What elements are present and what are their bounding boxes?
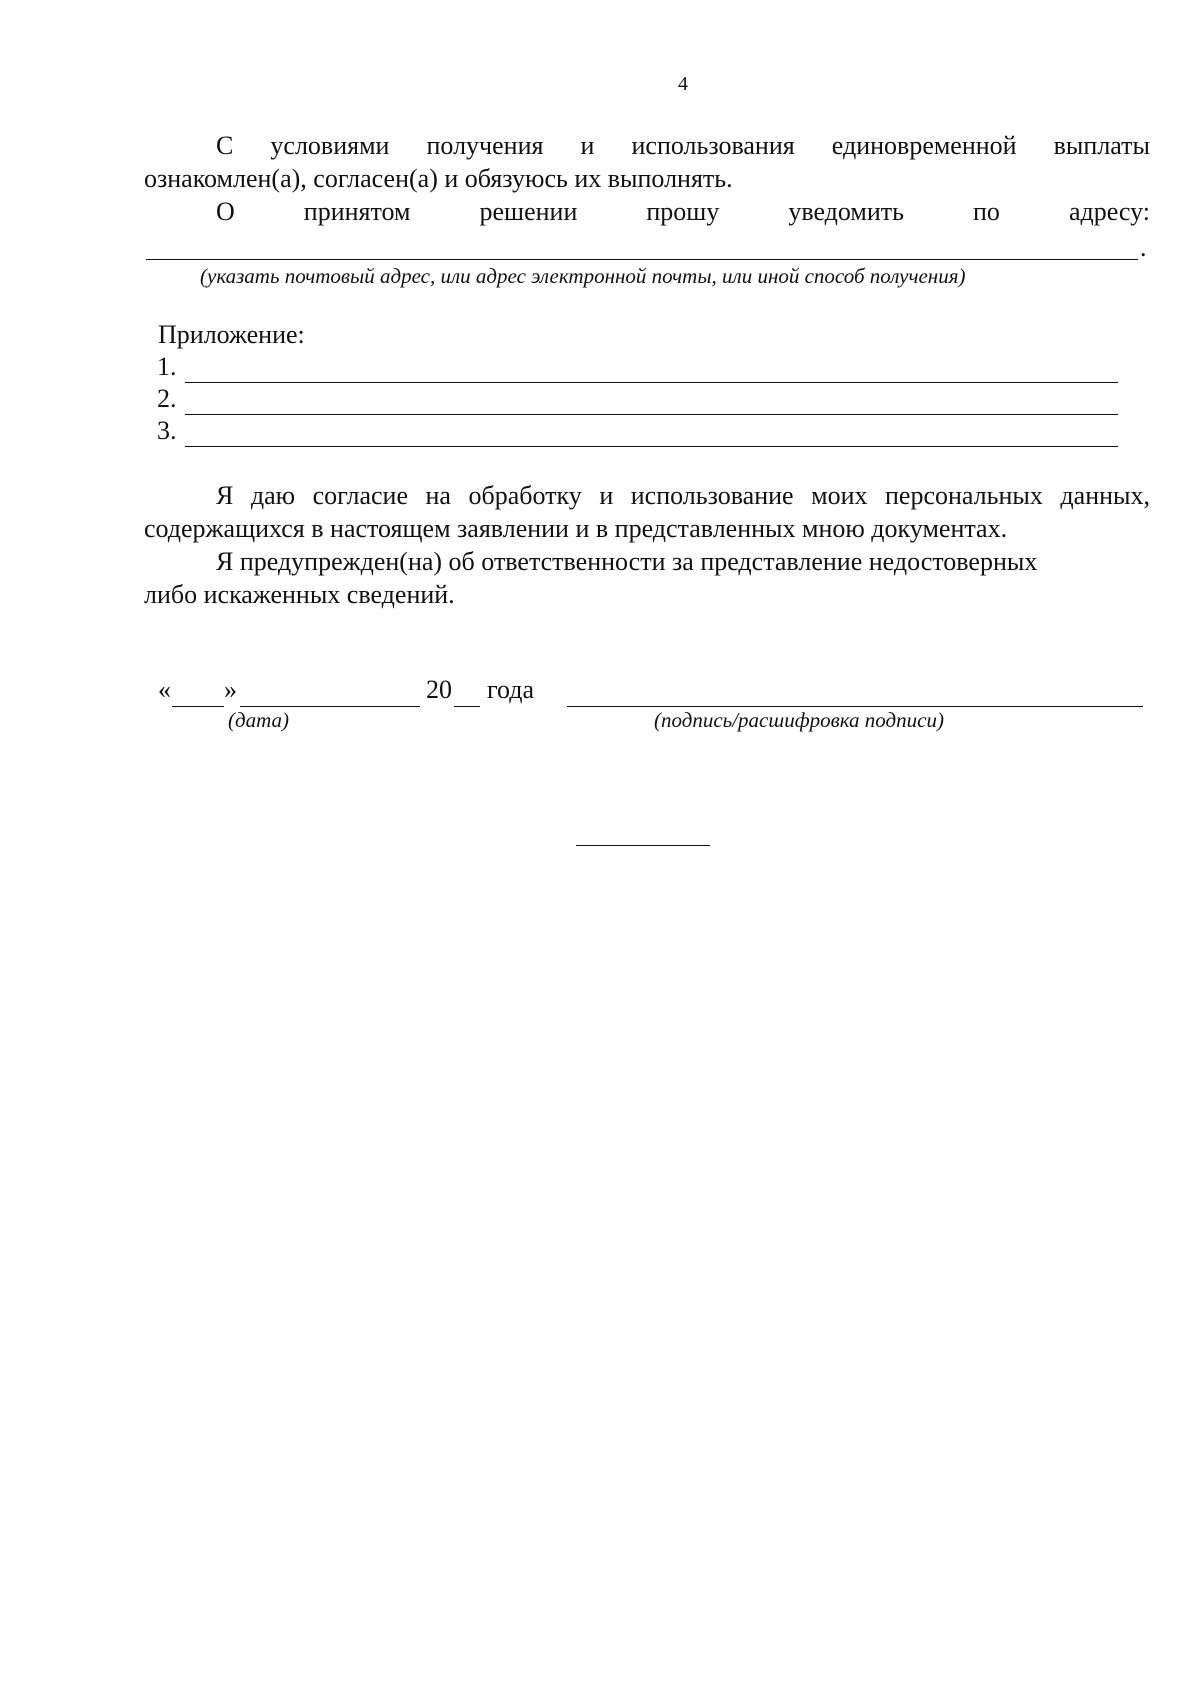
conditions-line-1: С условиями получения и использования единовременной выплаты: [216, 131, 1150, 160]
conditions-line-2: ознакомлен(а), согласен(а) и обязуюсь их выполнять.: [144, 164, 733, 193]
notify-line: О принятом решении прошу уведомить по адресу:: [216, 197, 1150, 226]
attachment-number-3: 3.: [157, 416, 177, 445]
attachment-line-3[interactable]: [185, 446, 1118, 447]
date-hint: (дата): [228, 708, 290, 732]
page-number: 4: [678, 73, 688, 95]
closing-separator: [576, 845, 710, 846]
attachment-line-2[interactable]: [185, 414, 1118, 415]
warning-line-1: Я предупрежден(на) об ответственности за представление недостоверных: [216, 547, 1038, 576]
year-prefix: 20: [426, 675, 452, 704]
date-open-quote: «: [158, 675, 171, 704]
date-month-line[interactable]: [240, 706, 420, 707]
address-fill-line[interactable]: [146, 259, 1138, 260]
attachment-line-1[interactable]: [185, 382, 1118, 383]
consent-line-2: содержащихся в настоящем заявлении и в представленных мною документах.: [144, 514, 1008, 543]
year-word: года: [487, 675, 535, 704]
date-day-line[interactable]: [172, 706, 224, 707]
signature-line[interactable]: [567, 706, 1143, 707]
address-hint: (указать почтовый адрес, или адрес электронной почты, или иной способ получения): [200, 264, 966, 288]
signature-hint: (подпись/расшифровка подписи): [654, 708, 944, 732]
attachments-heading: Приложение:: [158, 320, 305, 349]
attachment-number-2: 2.: [157, 384, 177, 413]
date-year-line[interactable]: [454, 706, 480, 707]
warning-line-2: либо искаженных сведений.: [144, 580, 455, 609]
consent-line-1: Я даю согласие на обработку и использование моих персональных данных,: [216, 481, 1150, 510]
address-end-dot: .: [1140, 233, 1147, 262]
date-close-quote: »: [224, 675, 237, 704]
attachment-number-1: 1.: [157, 352, 177, 381]
